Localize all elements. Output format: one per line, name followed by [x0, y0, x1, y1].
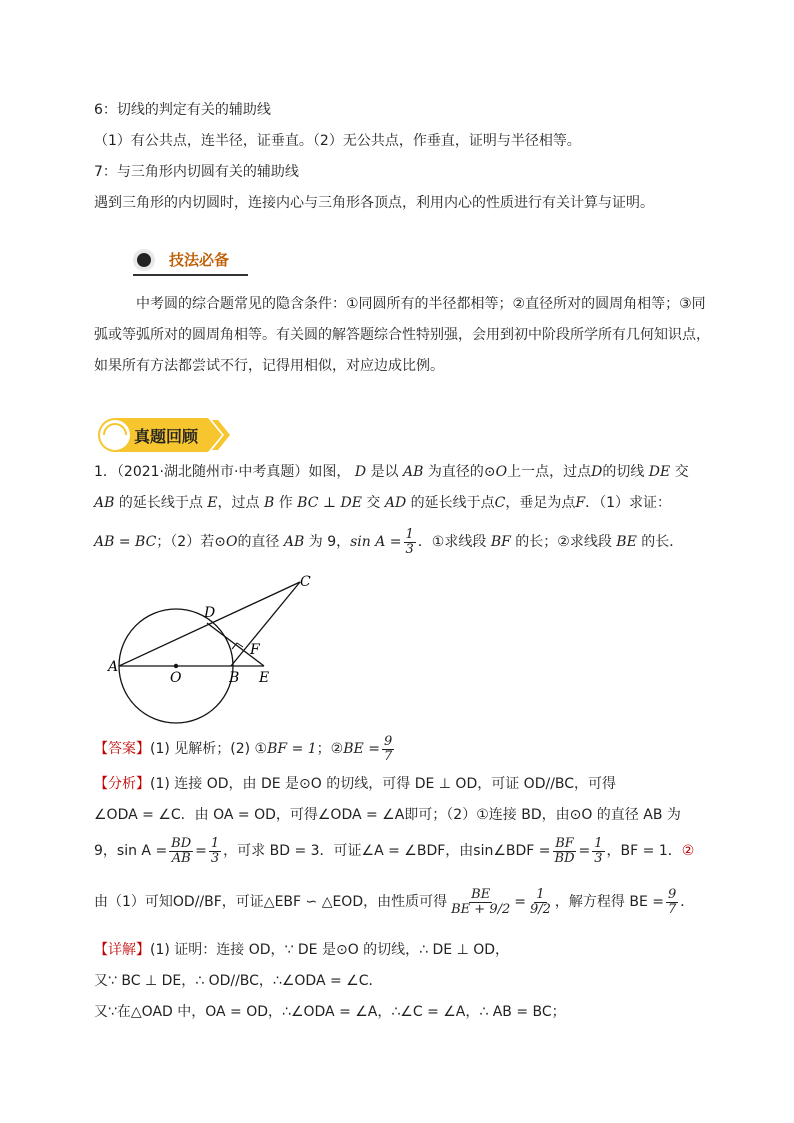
technique-header — [133, 246, 248, 276]
math-AB-eq-BC: AB = BC — [94, 534, 157, 550]
math-circleO2: ⊙O — [214, 534, 238, 550]
answer-den: 7 — [383, 748, 393, 764]
math-sinA: sin A = — [350, 534, 402, 550]
problem-text: ．①求线段 — [417, 534, 487, 550]
problem-text: 的直径 — [237, 534, 280, 550]
problem-line-3 — [94, 524, 683, 560]
fraction-1-3-a: $\frac{1}{3}$ — [210, 835, 220, 866]
label-E: E — [259, 670, 270, 686]
section7-body: 遇到三角形的内切圆时，连接内心与三角形各顶点，利用内心的性质进行有关计算与证明。 — [94, 195, 654, 211]
problem-text: 的切线 — [602, 464, 645, 480]
fraction-BD-AB: $\frac{BD}{AB}$ — [171, 835, 192, 866]
technique-badge-icon — [133, 249, 155, 271]
problem-text: 交 — [674, 464, 689, 480]
analysis-line-4 — [94, 874, 694, 930]
detail-line-3: 又∵在△OAD 中，OA = OD，∴∠ODA = ∠A，∴∠C = ∠A，∴ AB = BC； — [94, 1004, 566, 1020]
technique-line-3: 如果所有方法都尝试不行，记得用相似，对应边成比例。 — [94, 358, 444, 374]
fraction-one-third: $\frac{1}{3}$ — [405, 526, 414, 557]
problem-text: 为直径的 — [427, 464, 484, 480]
analysis-text: ，BF = 1． — [606, 843, 682, 859]
problem-text: 的长；②求线段 — [515, 534, 612, 550]
fraction-1-3-b: $\frac{1}{3}$ — [594, 835, 603, 866]
label-B: B — [229, 670, 240, 686]
answer-be: BE = — [343, 741, 380, 757]
detail-line-2: 又∵ BC ⊥ DE，∴ OD//BC，∴∠ODA = ∠C． — [94, 973, 383, 989]
answer-fraction — [382, 735, 394, 763]
math-D: D — [350, 464, 371, 480]
analysis-line-2: ∠ODA = ∠C．由 OA = OD，可得∠ODA = ∠A即可；（2）①连接 BD，由⊙O 的直径 AB 为 — [94, 807, 681, 823]
section7-title: 7：与三角形内切圆有关的辅助线 — [94, 164, 299, 180]
analysis-text: ，解方程得 BE = — [554, 894, 664, 910]
answer-text-1: (1) 见解析；(2) ① — [150, 741, 268, 757]
analysis-line-1 — [94, 774, 616, 794]
problem-number: 1．（2021·湖北随州市·中考真题）如图， — [94, 464, 351, 480]
fraction-9-7: $\frac{9}{7}$ — [668, 886, 677, 917]
math-eq3: = — [514, 894, 526, 910]
analysis-tag: 【分析】 — [94, 776, 150, 792]
answer-text-2: ；② — [316, 741, 344, 757]
math-DE: DE — [644, 464, 675, 480]
math-D2: D — [591, 464, 603, 480]
line-AC — [119, 582, 300, 666]
problem-text: 的延长线于点 — [410, 495, 495, 511]
problem-text: 交 — [366, 495, 381, 511]
fraction-BE-eq: $\frac{BE}{BE + 9/2}$ — [451, 886, 511, 917]
answer-tag: 【答案】 — [94, 741, 150, 757]
technique-line-2: 弧或等弧所对的圆周角相等。有关圆的解答题综合性特别强，会用到初中阶段所学所有几何知识点， — [94, 327, 710, 343]
label-D: D — [204, 605, 216, 621]
problem-line-2 — [94, 493, 671, 513]
problem-text: ．（1）求证： — [585, 495, 672, 511]
line-CB — [231, 582, 300, 666]
detail-line-1 — [94, 940, 509, 960]
math-B: B — [259, 495, 279, 511]
section6-body: （1）有公共点，连半径，证垂直。（2）无公共点，作垂直，证明与半径相等。 — [94, 133, 581, 149]
banner-title: 真题回顾 — [134, 427, 199, 446]
math-eq: = — [195, 843, 207, 859]
technique-title: 技法必备 — [169, 251, 230, 269]
problem-text: ，过点 — [217, 495, 260, 511]
problem-text: ，垂足为点 — [505, 495, 576, 511]
center-dot — [174, 664, 178, 668]
detail-tag: 【详解】 — [94, 942, 150, 958]
analysis-text: ． — [680, 894, 695, 910]
technique-line-1: 中考圆的综合题常见的隐含条件：①同圆所有的半径都相等；②直径所对的圆周角相等；③同 — [136, 296, 706, 312]
problem-line-1 — [94, 462, 689, 482]
math-C: C — [494, 495, 506, 511]
label-C: C — [300, 574, 311, 590]
math-AB: AB — [398, 464, 428, 480]
analysis-text: 9，sin A = — [94, 843, 168, 859]
math-eq2: = — [578, 843, 591, 859]
section6-title: 6：切线的判定有关的辅助线 — [94, 102, 271, 118]
math-circleO: ⊙O — [483, 464, 508, 480]
math-BF: BF — [486, 534, 516, 550]
problem-text: 是以 — [370, 464, 399, 480]
fraction-BF-BD: $\frac{BF}{BD}$ — [554, 835, 575, 866]
problem-text: 为 9， — [308, 534, 351, 550]
analysis-text-1: (1) 连接 OD，由 DE 是⊙O 的切线，可得 DE ⊥ OD，可证 OD//BC，可得 — [150, 776, 617, 792]
analysis-marker: ② — [681, 843, 695, 859]
answer-bf: BF = 1 — [267, 741, 317, 757]
problem-text: ；（2）若 — [156, 534, 215, 550]
analysis-text: 由（1）可知OD//BF，可证△EBF ∽ △EOD，由性质可得 — [94, 894, 448, 910]
answer-num: 9 — [383, 733, 393, 749]
detail-text-1: (1) 证明：连接 OD，∵ DE 是⊙O 的切线，∴ DE ⊥ OD， — [150, 942, 510, 958]
math-F: F — [575, 495, 586, 511]
math-BCperpDE: BC ⊥ DE — [292, 495, 367, 511]
analysis-line-3 — [94, 832, 694, 870]
problem-text: 的延长线于点 — [118, 495, 203, 511]
fraction-1-over-9-2: $\frac{1}{9/2}$ — [529, 886, 551, 917]
label-A: A — [108, 659, 119, 675]
math-AB3: AB — [279, 534, 309, 550]
math-AD: AD — [380, 495, 411, 511]
problem-text: 作 — [278, 495, 293, 511]
math-AB2: AB — [94, 495, 119, 511]
geometry-figure — [104, 572, 324, 728]
label-F: F — [250, 642, 260, 658]
math-E: E — [202, 495, 218, 511]
section-banner — [96, 416, 234, 454]
answer-line — [94, 732, 396, 766]
problem-text: 上一点，过点 — [507, 464, 592, 480]
math-BE: BE — [611, 534, 642, 550]
label-O: O — [170, 670, 182, 686]
analysis-text: ，可求 BD = 3．可证∠A = ∠BDF，由sin∠BDF = — [223, 843, 551, 859]
problem-text: 的长． — [641, 534, 684, 550]
